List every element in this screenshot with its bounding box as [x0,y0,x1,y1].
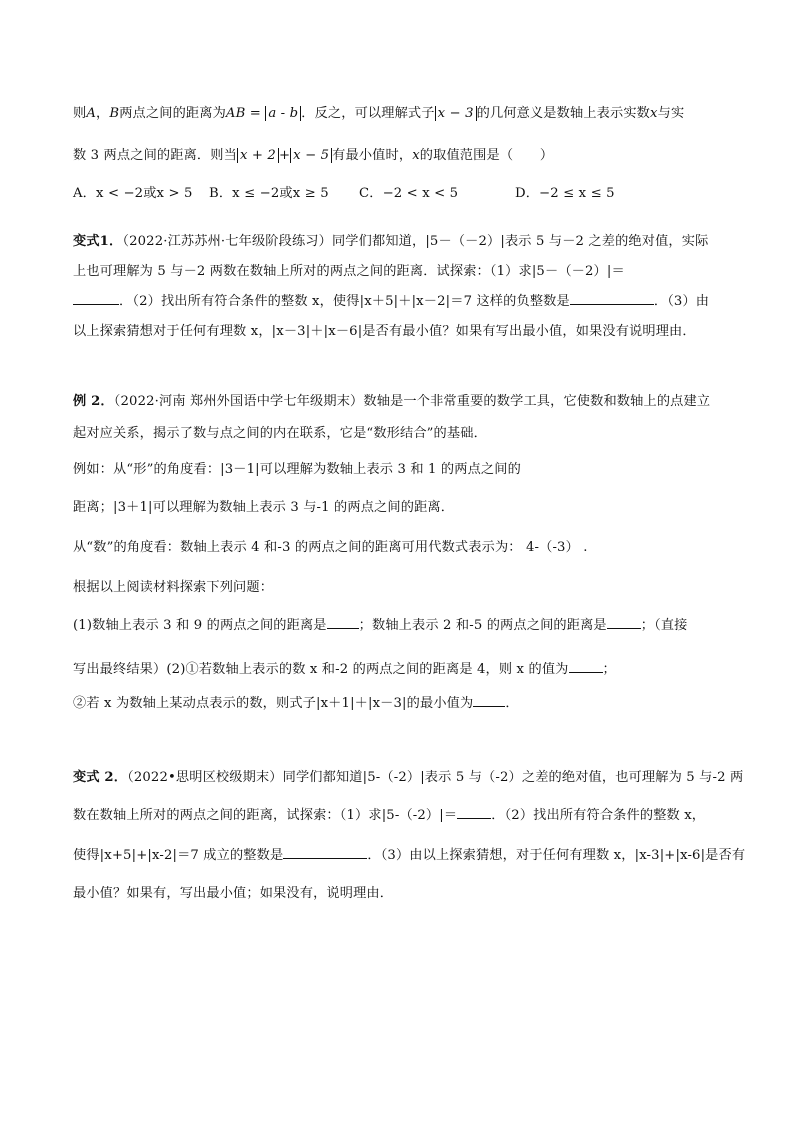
answer-blank[interactable] [607,616,641,629]
answer-blank[interactable] [327,616,359,629]
example2-line-1: 例 2．（2022·河南 郑州外国语中学七年级期末）数轴是一个非常重要的数学工具，它使数和数轴上的点建立 [73,394,711,409]
example2-line-9: ②若 x 为数轴上某动点表示的数，则式子|x＋1|＋|x－3|的最小值为 ． [73,696,519,711]
answer-blank[interactable] [457,806,491,819]
choice-d[interactable]: D．−2 ≤ x ≤ 5 [515,186,615,201]
variant2-line-3: 使得|x+5|+|x-2|＝7 成立的整数是 ．（3）由以上探索猜想，对于任何有理数 x，|x-3|+|x-6|是否有 [73,848,746,863]
example2-line-3: 例如：从“形”的角度看：|3－1|可以理解为数轴上表示 3 和 1 的两点之间的 [73,462,521,477]
variant2-line-1: 变式 2．（2022•思明区校级期末）同学们都知道|5-（-2）|表示 5 与（-2）之差的绝对值，也可理解为 5 与-2 两 [73,770,744,785]
answer-blank[interactable] [283,846,367,859]
choices-row [73,184,723,204]
intro-line-2: 数 3 两点之间的距离．则当 x + 2 + x − 5 有最小值时，x的取值范围是（ ） [73,148,554,163]
answer-blank[interactable] [73,292,119,305]
variant2-line-2: 数在数轴上所对的两点之间的距离，试探索：（1）求|5-（-2）|＝ ．（2）找出所有符合条件的整数 x， [73,808,706,823]
example2-line-6: 根据以上阅读材料探索下列问题： [73,580,274,595]
abs-x-plus-2: x + 2 [237,148,279,163]
example2-line-7: (1)数轴上表示 3 和 9 的两点之间的距离是 ；数轴上表示 2 和-5 的两点之间的距离是 ；（直接 [73,618,688,633]
choice-c[interactable]: C．−2 < x < 5 [359,186,459,201]
abs-x-minus-5: x − 5 [290,148,332,163]
variant2-label: 变式 2． [73,770,128,785]
example2-line-2: 起对应关系，揭示了数与点之间的内在联系，它是“数形结合”的基础． [73,426,487,441]
choice-a[interactable]: A．x < −2或x > 5 [73,186,193,201]
intro-line-1: 则A，B两点之间的距离为AB = a - b ．反之，可以理解式子 x − 3 的几何意义是数轴上表示实数x与实 [73,106,685,121]
choice-b[interactable]: B．x ≤ −2或x ≥ 5 [209,186,329,201]
variant1-line-4: 以上探索猜想对于任何有理数 x，|x－3|＋|x－6|是否有最小值？如果有写出最小值，如果没有说明理由． [73,324,696,339]
variant1-label: 变式1． [73,234,123,249]
abs-a-minus-b: a - b [265,106,301,121]
variant1-line-2: 上也可理解为 5 与－2 两数在数轴上所对的两点之间的距离．试探索：（1）求|5－（－2）|＝ [73,264,625,279]
example2-line-5: 从“数”的角度看：数轴上表示 4 和-3 的两点之间的距离可用代数式表示为： 4-（-3） . [73,540,588,555]
answer-blank[interactable] [473,694,505,707]
variant2-line-4: 最小值？如果有，写出最小值；如果没有，说明理由． [73,886,394,901]
answer-blank[interactable] [570,292,654,305]
example2-line-4: 距离；|3＋1|可以理解为数轴上表示 3 与-1 的两点之间的距离． [73,500,455,515]
variant1-line-3: ．（2）找出所有符合条件的整数 x，使得|x＋5|＋|x－2|＝7 这样的负整数是 ．（3）由 [73,292,723,312]
example2-line-8: 写出最终结果）(2)①若数轴上表示的数 x 和-2 的两点之间的距离是 4，则 x 的值为 ； [73,662,616,677]
example2-label: 例 2． [73,394,114,409]
abs-x-minus-3: x − 3 [435,106,477,121]
answer-blank[interactable] [569,660,603,673]
variant1-line-1: 变式1．（2022·江苏苏州·七年级阶段练习）同学们都知道，|5－（－2）|表示 5 与－2 之差的绝对值，实际 [73,234,709,249]
